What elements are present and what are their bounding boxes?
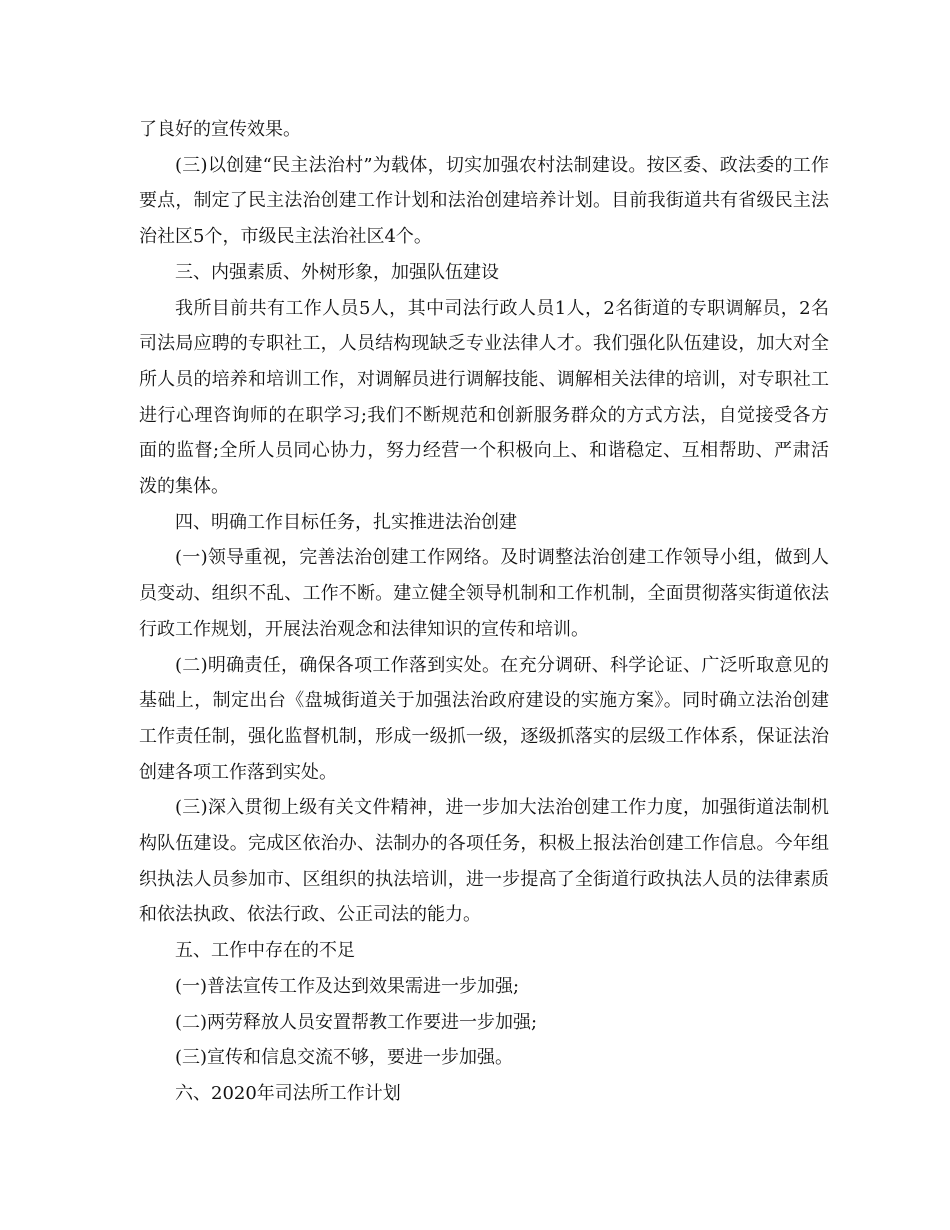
paragraph-responsibility: (二)明确责任，确保各项工作落到实处。在充分调研、科学论证、广泛听取意见的基础上，制定出台《盘城街道关于加强法治政府建设的实施方案》。同时确立法治创建工作责任制，强化监督机制，形成一级抓一级，逐级抓落实的层级工作体系，保证法治创建各项工作落到实处。	[139, 654, 829, 783]
document-page	[139, 112, 829, 1112]
paragraph-staff: 我所目前共有工作人员5人，其中司法行政人员1人，2名街道的专职调解员，2名司法局应聘的专职社工，人员结构现缺乏专业法律人才。我们强化队伍建设，加大对全所人员的培养和培训工作，对调解员进行调解技能、调解相关法律的培训，对专职社工进行心理咨询师的在职学习;我们不断规范和创新服务群众的方式方法，自觉接受各方面的监督;全所人员同心协力，努力经营一个积极向上、和谐稳定、互相帮助、严肃活泼的集体。	[139, 297, 829, 498]
list-item-shortcoming-3: (三)宣传和信息交流不够，要进一步加强。	[175, 1047, 514, 1069]
list-item-shortcoming-1: (一)普法宣传工作及达到效果需进一步加强;	[175, 975, 520, 997]
section-heading-6: 六、2020年司法所工作计划	[175, 1082, 401, 1104]
section-heading-3: 三、内强素质、外树形象，加强队伍建设	[175, 261, 499, 283]
paragraph-implementation: (三)深入贯彻上级有关文件精神，进一步加大法治创建工作力度，加强街道法制机构队伍建设。完成区依治办、法制办的各项任务，积极上报法治创建工作信息。今年组织执法人员参加市、区组织的执法培训，进一步提高了全街道行政执法人员的法律素质和依法执政、依法行政、公正司法的能力。	[139, 797, 829, 926]
paragraph-leadership: (一)领导重视，完善法治创建工作网络。及时调整法治创建工作领导小组，做到人员变动、组织不乱、工作不断。建立健全领导机制和工作机制，全面贯彻落实街道依法行政工作规划，开展法治观念和法律知识的宣传和培训。	[139, 547, 829, 640]
section-heading-4: 四、明确工作目标任务，扎实推进法治创建	[175, 511, 517, 533]
list-item-shortcoming-2: (二)两劳释放人员安置帮教工作要进一步加强;	[175, 1011, 538, 1033]
paragraph-democratic-village: (三)以创建“民主法治村”为载体，切实加强农村法制建设。按区委、政法委的工作要点，制定了民主法治创建工作计划和法治创建培养计划。目前我街道共有省级民主法治社区5个，市级民主法治社区4个。	[139, 154, 829, 248]
paragraph-continuation: 了良好的宣传效果。	[139, 119, 301, 140]
section-heading-5: 五、工作中存在的不足	[175, 940, 355, 962]
